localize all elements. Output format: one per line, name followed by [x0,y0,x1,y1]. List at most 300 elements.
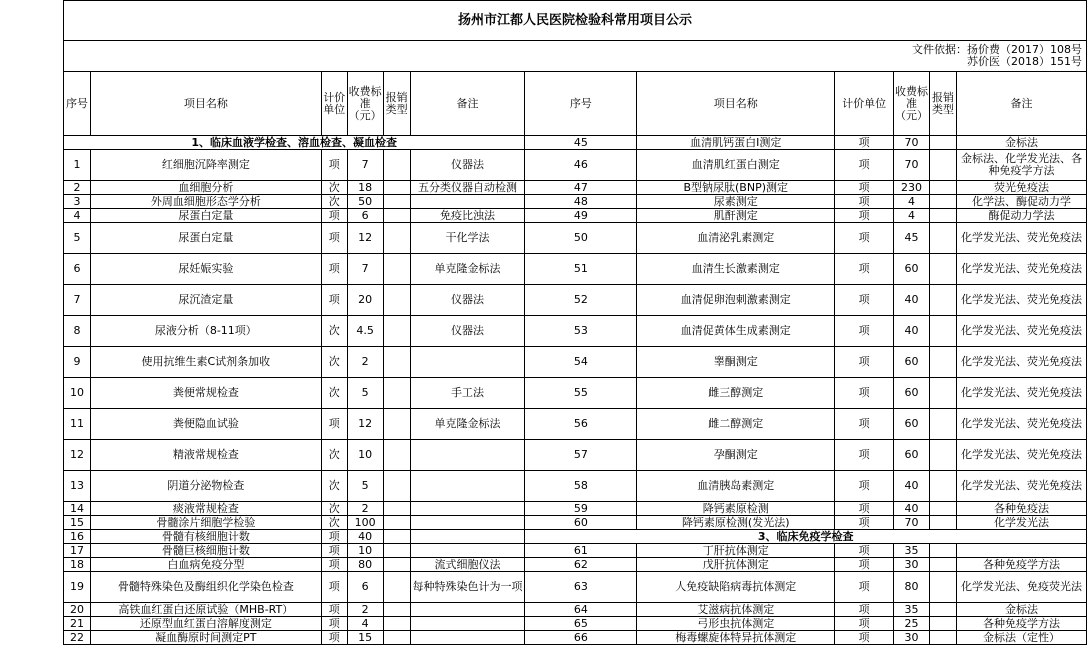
right-fee-cell: 60 [894,254,930,285]
left-note-cell: 手工法 [410,378,525,409]
right-reimb-cell [930,150,957,181]
right-fee-cell: 60 [894,347,930,378]
right-note-cell: 化学发光法、荧光免疫法 [957,471,1087,502]
left-seq-cell: 6 [64,254,91,285]
left-reimb-cell [383,409,410,440]
right-name-cell: 血清生长激素测定 [637,254,835,285]
right-note-cell: 各种免疫法 [957,502,1087,516]
left-unit-cell: 次 [321,378,347,409]
right-name-cell: 弓形虫抗体测定 [637,617,835,631]
right-name-cell: 戊肝抗体测定 [637,558,835,572]
left-note-cell [410,195,525,209]
left-note-cell [410,544,525,558]
left-note-cell: 仪器法 [410,316,525,347]
left-fee-cell: 15 [347,631,383,645]
left-note-cell: 单克隆金标法 [410,254,525,285]
left-name-cell: 血细胞分析 [90,181,321,195]
left-reimb-cell [383,209,410,223]
left-note-cell: 五分类仪器自动检测 [410,181,525,195]
right-fee-cell: 60 [894,409,930,440]
left-seq-cell: 20 [64,603,91,617]
left-name-cell: 精液常规检查 [90,440,321,471]
left-name-cell: 骨髓特殊染色及酶组织化学染色检查 [90,572,321,603]
left-note-cell: 单克隆金标法 [410,409,525,440]
left-name-cell: 白血病免疫分型 [90,558,321,572]
left-name-cell: 阴道分泌物检查 [90,471,321,502]
right-name-cell: 雌二醇测定 [637,409,835,440]
left-fee-cell: 2 [347,347,383,378]
left-seq-cell: 5 [64,223,91,254]
right-seq-cell: 56 [525,409,637,440]
left-unit-cell: 次 [321,347,347,378]
right-reimb-cell [930,195,957,209]
left-unit-cell: 次 [321,516,347,530]
left-name-cell: 尿蛋白定量 [90,209,321,223]
table-row [64,516,1087,530]
right-note-cell: 化学发光法、荧光免疫法 [957,409,1087,440]
right-seq-cell: 55 [525,378,637,409]
right-name-cell: 降钙素原检测 [637,502,835,516]
basis-line-2: 苏价医（2018）151号 [967,55,1082,68]
right-fee-cell: 60 [894,440,930,471]
right-unit-cell: 项 [835,209,894,223]
left-note-cell [410,617,525,631]
left-seq-cell: 19 [64,572,91,603]
right-unit-cell: 项 [835,544,894,558]
table-row [64,223,1087,254]
right-note-cell: 荧光免疫法 [957,181,1087,195]
left-note-cell [410,502,525,516]
left-seq-cell: 2 [64,181,91,195]
left-name-cell: 痰液常规检查 [90,502,321,516]
right-seq-cell: 54 [525,347,637,378]
right-unit-cell: 项 [835,150,894,181]
left-name-cell: 粪便隐血试验 [90,409,321,440]
right-seq-cell: 45 [525,136,637,150]
right-unit-cell: 项 [835,378,894,409]
right-reimb-cell [930,544,957,558]
left-name-cell: 骨髓有核细胞计数 [90,530,321,544]
right-reimb-cell [930,254,957,285]
left-note-cell [410,631,525,645]
table-row [64,572,1087,603]
table-row [64,181,1087,195]
left-reimb-cell [383,516,410,530]
right-fee-cell: 40 [894,285,930,316]
right-name-cell: 梅毒螺旋体特异抗体测定 [637,631,835,645]
right-name-cell: 降钙素原检测(发光法) [637,516,835,530]
left-seq-cell: 1 [64,150,91,181]
right-name-cell: 血清泌乳素测定 [637,223,835,254]
right-reimb-cell [930,378,957,409]
right-reimb-cell [930,440,957,471]
right-fee-cell: 70 [894,150,930,181]
right-name-cell: 血清肌红蛋白测定 [637,150,835,181]
right-reimb-cell [930,471,957,502]
left-fee-cell: 50 [347,195,383,209]
left-fee-cell: 10 [347,440,383,471]
left-note-cell [410,471,525,502]
right-seq-cell: 48 [525,195,637,209]
right-name-cell: 孕酮测定 [637,440,835,471]
right-name-cell: 艾滋病抗体测定 [637,603,835,617]
right-seq-cell: 49 [525,209,637,223]
right-reimb-cell [930,136,957,150]
left-gutter [0,0,63,666]
left-seq-cell: 10 [64,378,91,409]
left-reimb-cell [383,558,410,572]
left-fee-cell: 18 [347,181,383,195]
right-note-cell: 化学发光法、荧光免疫法 [957,254,1087,285]
left-reimb-cell [383,223,410,254]
left-unit-cell: 项 [321,409,347,440]
table-row [64,502,1087,516]
right-name-cell: 睾酮测定 [637,347,835,378]
right-note-cell: 各种免疫学方法 [957,558,1087,572]
left-name-cell: 尿妊娠实验 [90,254,321,285]
table-row [64,285,1087,316]
left-fee-cell: 12 [347,223,383,254]
right-unit-cell: 项 [835,617,894,631]
header-unit-left: 计价单位 [321,72,347,136]
page-title: 扬州市江都人民医院检验科常用项目公示 [64,1,1087,41]
right-seq-cell: 58 [525,471,637,502]
right-note-cell: 化学发光法、荧光免疫法 [957,347,1087,378]
right-name-cell: B型钠尿肽(BNP)测定 [637,181,835,195]
table-row [64,316,1087,347]
right-fee-cell: 4 [894,195,930,209]
right-reimb-cell [930,347,957,378]
right-fee-cell: 35 [894,544,930,558]
left-reimb-cell [383,347,410,378]
left-fee-cell: 2 [347,502,383,516]
header-reimb-right: 报销类型 [930,72,957,136]
fee-table [63,0,1087,645]
right-unit-cell: 项 [835,409,894,440]
table-row [64,471,1087,502]
left-name-cell: 使用抗维生素C试剂条加收 [90,347,321,378]
left-reimb-cell [383,150,410,181]
right-note-cell: 化学发光法、荧光免疫法 [957,440,1087,471]
right-fee-cell: 45 [894,223,930,254]
left-name-cell: 尿液分析（8-11项） [90,316,321,347]
left-unit-cell: 次 [321,440,347,471]
right-seq-cell: 51 [525,254,637,285]
left-reimb-cell [383,316,410,347]
right-unit-cell: 项 [835,516,894,530]
left-fee-cell: 5 [347,471,383,502]
left-seq-cell: 21 [64,617,91,631]
right-fee-cell: 40 [894,502,930,516]
right-name-cell: 血清胰岛素测定 [637,471,835,502]
right-reimb-cell [930,502,957,516]
left-name-cell: 还原型血红蛋白溶解度测定 [90,617,321,631]
left-unit-cell: 次 [321,471,347,502]
left-unit-cell: 项 [321,544,347,558]
right-unit-cell: 项 [835,631,894,645]
left-name-cell: 凝血酶原时间测定PT [90,631,321,645]
left-note-cell [410,530,525,544]
header-unit-right: 计价单位 [835,72,894,136]
left-reimb-cell [383,285,410,316]
left-seq-cell: 11 [64,409,91,440]
right-unit-cell: 项 [835,558,894,572]
left-unit-cell: 项 [321,558,347,572]
left-seq-cell: 17 [64,544,91,558]
right-reimb-cell [930,209,957,223]
right-fee-cell: 40 [894,316,930,347]
left-unit-cell: 项 [321,530,347,544]
header-seq-left: 序号 [64,72,91,136]
right-note-cell: 化学发光法、荧光免疫法 [957,378,1087,409]
left-fee-cell: 20 [347,285,383,316]
left-seq-cell: 15 [64,516,91,530]
left-fee-cell: 12 [347,409,383,440]
header-fee-right: 收费标准（元） [894,72,930,136]
left-unit-cell: 次 [321,316,347,347]
right-name-cell: 肌酐测定 [637,209,835,223]
table-row [64,347,1087,378]
left-fee-cell: 100 [347,516,383,530]
left-fee-cell: 5 [347,378,383,409]
right-seq-cell: 50 [525,223,637,254]
right-note-cell: 化学发光法 [957,516,1087,530]
left-note-cell: 免疫比浊法 [410,209,525,223]
left-note-cell: 每种特殊染色计为一项 [410,572,525,603]
right-name-cell: 雌三醇测定 [637,378,835,409]
left-unit-cell: 项 [321,254,347,285]
left-seq-cell: 22 [64,631,91,645]
left-seq-cell: 9 [64,347,91,378]
left-reimb-cell [383,502,410,516]
table-row [64,544,1087,558]
left-name-cell: 骨髓涂片细胞学检验 [90,516,321,530]
table-row [64,136,1087,150]
left-name-cell: 尿沉渣定量 [90,285,321,316]
right-name-cell: 血清肌钙蛋白Ⅰ测定 [637,136,835,150]
right-name-cell: 人免疫缺陷病毒抗体测定 [637,572,835,603]
right-reimb-cell [930,285,957,316]
right-unit-cell: 项 [835,572,894,603]
header-reimb-left: 报销类型 [383,72,410,136]
left-fee-cell: 80 [347,558,383,572]
right-reimb-cell [930,558,957,572]
right-seq-cell: 64 [525,603,637,617]
right-note-cell: 化学发光法、荧光免疫法 [957,223,1087,254]
left-reimb-cell [383,617,410,631]
right-reimb-cell [930,603,957,617]
left-name-cell: 粪便常规检查 [90,378,321,409]
left-unit-cell: 项 [321,150,347,181]
left-name-cell: 高铁血红蛋白还原试验（MHB-RT） [90,603,321,617]
right-fee-cell: 80 [894,572,930,603]
right-seq-cell: 52 [525,285,637,316]
left-fee-cell: 4 [347,617,383,631]
left-note-cell [410,440,525,471]
right-seq-cell: 57 [525,440,637,471]
right-unit-cell: 项 [835,254,894,285]
right-reimb-cell [930,572,957,603]
right-unit-cell: 项 [835,285,894,316]
right-fee-cell: 30 [894,558,930,572]
left-fee-cell: 7 [347,254,383,285]
left-note-cell: 干化学法 [410,223,525,254]
basis-line-1: 文件依据：扬价费（2017）108号 [912,43,1082,56]
right-seq-cell: 60 [525,516,637,530]
left-fee-cell: 4.5 [347,316,383,347]
left-unit-cell: 项 [321,572,347,603]
right-note-cell: 化学发光法、荧光免疫法 [957,316,1087,347]
right-unit-cell: 项 [835,471,894,502]
left-note-cell: 仪器法 [410,150,525,181]
left-fee-cell: 6 [347,209,383,223]
right-note-cell: 化学发光法、荧光免疫法 [957,285,1087,316]
table-row [64,617,1087,631]
table-row [64,530,1087,544]
right-reimb-cell [930,617,957,631]
header-seq-right: 序号 [525,72,637,136]
table-row [64,603,1087,617]
right-note-cell: 金标法（定性） [957,631,1087,645]
left-unit-cell: 次 [321,502,347,516]
left-note-cell [410,347,525,378]
right-fee-cell: 60 [894,378,930,409]
left-unit-cell: 次 [321,195,347,209]
left-name-cell: 红细胞沉降率测定 [90,150,321,181]
left-reimb-cell [383,544,410,558]
right-reimb-cell [930,223,957,254]
left-unit-cell: 项 [321,617,347,631]
right-seq-cell: 65 [525,617,637,631]
right-note-cell: 金标法 [957,136,1087,150]
right-name-cell: 血清促黄体生成素测定 [637,316,835,347]
left-fee-cell: 7 [347,150,383,181]
header-note-right: 备注 [957,72,1087,136]
left-unit-cell: 项 [321,209,347,223]
right-fee-cell: 70 [894,136,930,150]
left-fee-cell: 2 [347,603,383,617]
right-unit-cell: 项 [835,502,894,516]
left-note-cell [410,516,525,530]
right-reimb-cell [930,409,957,440]
header-name-left: 项目名称 [90,72,321,136]
table-row [64,209,1087,223]
right-unit-cell: 项 [835,603,894,617]
table-row [64,631,1087,645]
right-seq-cell: 47 [525,181,637,195]
right-seq-cell: 59 [525,502,637,516]
right-fee-cell: 35 [894,603,930,617]
right-reimb-cell [930,631,957,645]
right-unit-cell: 项 [835,195,894,209]
left-unit-cell: 项 [321,631,347,645]
left-seq-cell: 14 [64,502,91,516]
left-reimb-cell [383,181,410,195]
right-seq-cell: 46 [525,150,637,181]
left-reimb-cell [383,631,410,645]
right-unit-cell: 项 [835,316,894,347]
right-reimb-cell [930,516,957,530]
left-unit-cell: 项 [321,223,347,254]
right-fee-cell: 4 [894,209,930,223]
left-seq-cell: 8 [64,316,91,347]
right-note-cell: 各种免疫学方法 [957,617,1087,631]
right-note-cell: 化学发光法、免疫荧光法 [957,572,1087,603]
left-seq-cell: 16 [64,530,91,544]
left-fee-cell: 10 [347,544,383,558]
table-row [64,254,1087,285]
right-note-cell: 金标法、化学发光法、各种免疫学方法 [957,150,1087,181]
left-note-cell: 仪器法 [410,285,525,316]
header-note-left: 备注 [410,72,525,136]
left-fee-cell: 40 [347,530,383,544]
left-reimb-cell [383,530,410,544]
right-note-cell [957,544,1087,558]
left-name-cell: 骨髓巨核细胞计数 [90,544,321,558]
header-fee-left: 收费标准（元） [347,72,383,136]
left-seq-cell: 18 [64,558,91,572]
right-seq-cell: 53 [525,316,637,347]
left-name-cell: 外周血细胞形态学分析 [90,195,321,209]
right-seq-cell: 61 [525,544,637,558]
right-fee-cell: 25 [894,617,930,631]
left-reimb-cell [383,440,410,471]
left-seq-cell: 13 [64,471,91,502]
right-reimb-cell [930,316,957,347]
table-row [64,195,1087,209]
table-row [64,558,1087,572]
left-reimb-cell [383,572,410,603]
right-name-cell: 尿素测定 [637,195,835,209]
left-reimb-cell [383,254,410,285]
table-row [64,440,1087,471]
right-unit-cell: 项 [835,223,894,254]
left-reimb-cell [383,195,410,209]
right-reimb-cell [930,181,957,195]
right-unit-cell: 项 [835,440,894,471]
left-fee-cell: 6 [347,572,383,603]
left-seq-cell: 12 [64,440,91,471]
right-name-cell: 丁肝抗体测定 [637,544,835,558]
left-seq-cell: 7 [64,285,91,316]
left-seq-cell: 4 [64,209,91,223]
left-seq-cell: 3 [64,195,91,209]
left-reimb-cell [383,378,410,409]
table-row [64,378,1087,409]
right-note-cell: 酶促动力学法 [957,209,1087,223]
table-row [64,150,1087,181]
right-fee-cell: 70 [894,516,930,530]
right-note-cell: 金标法 [957,603,1087,617]
left-note-cell: 流式细胞仪法 [410,558,525,572]
section-header-left: 1、临床血液学检查、溶血检查、凝血检查 [64,136,525,150]
right-fee-cell: 40 [894,471,930,502]
table-row [64,409,1087,440]
left-note-cell [410,603,525,617]
left-unit-cell: 项 [321,285,347,316]
right-name-cell: 血清促卵泡刺激素测定 [637,285,835,316]
right-note-cell: 化学法、酶促动力学 [957,195,1087,209]
left-unit-cell: 次 [321,181,347,195]
right-fee-cell: 230 [894,181,930,195]
section-header-right: 3、临床免疫学检查 [525,530,1087,544]
left-unit-cell: 项 [321,603,347,617]
right-unit-cell: 项 [835,347,894,378]
left-reimb-cell [383,603,410,617]
header-name-right: 项目名称 [637,72,835,136]
left-reimb-cell [383,471,410,502]
right-fee-cell: 30 [894,631,930,645]
